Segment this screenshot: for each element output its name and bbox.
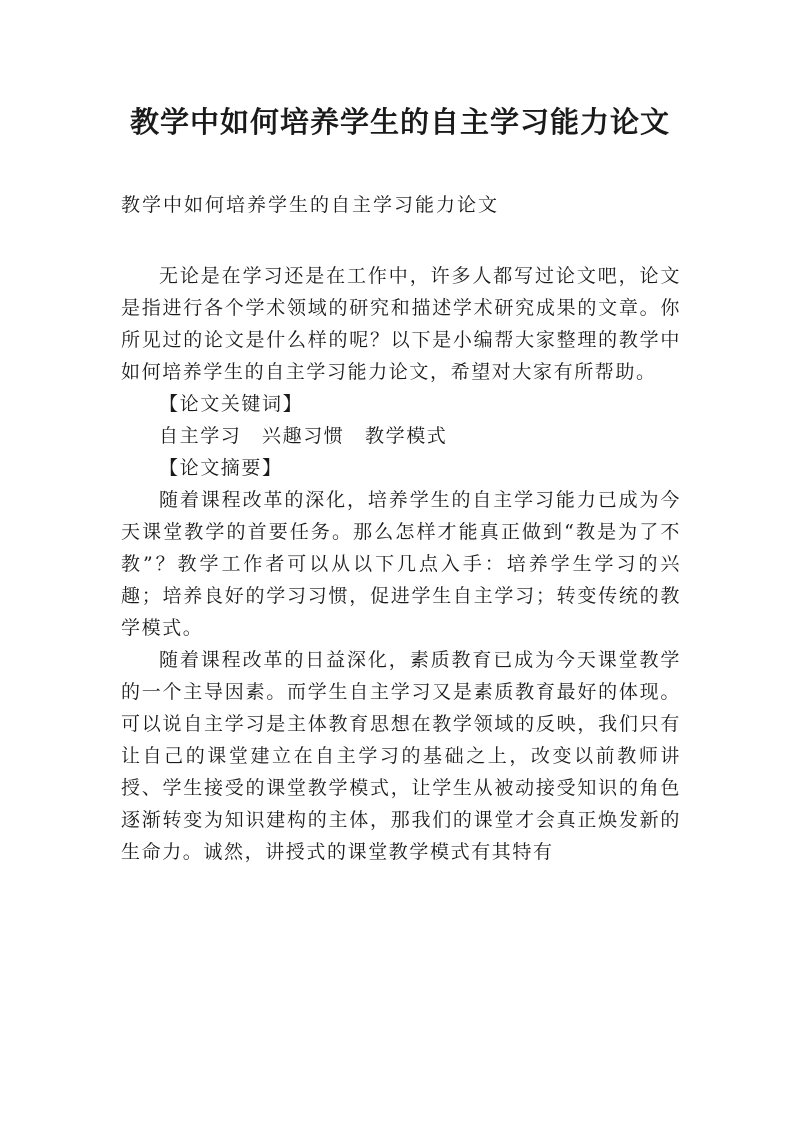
body-paragraph: 随着课程改革的日益深化，素质教育已成为今天课堂教学的一个主导因素。而学生自主学习又是素质教育最好的体现。可以说自主学习是主体教育思想在教学领域的反映，我们只有让自己的课堂建立在自主学习的基础之上，改变以前教师讲授、学生接受的课堂教学模式，让学生从被动接受知识的角色逐渐转变为知识建构的主体，那我们的课堂才会真正焕发新的生命力。诚然，讲授式的课堂教学模式有其特有	[121, 649, 681, 863]
document-subtitle: 教学中如何培养学生的自主学习能力论文	[121, 194, 500, 216]
keywords-text: 自主学习 兴趣习惯 教学模式	[159, 425, 448, 447]
keywords-heading: 【论文关键词】	[159, 393, 304, 415]
abstract-paragraph: 随着课程改革的深化，培养学生的自主学习能力已成为今天课堂教学的首要任务。那么怎样才能真正做到“教是为了不教”？教学工作者可以从以下几点入手：培养学生学习的兴趣；培养良好的学习习惯，促进学生自主学习；转变传统的教学模式。	[121, 489, 681, 639]
document-title: 教学中如何培养学生的自主学习能力论文	[129, 105, 670, 139]
document-body	[121, 260, 681, 868]
intro-paragraph: 无论是在学习还是在工作中，许多人都写过论文吧，论文是指进行各个学术领域的研究和描述学术研究成果的文章。你所见过的论文是什么样的呢？以下是小编帮大家整理的教学中如何培养学生的自主学习能力论文，希望对大家有所帮助。	[121, 265, 681, 383]
abstract-heading: 【论文摘要】	[159, 457, 283, 479]
